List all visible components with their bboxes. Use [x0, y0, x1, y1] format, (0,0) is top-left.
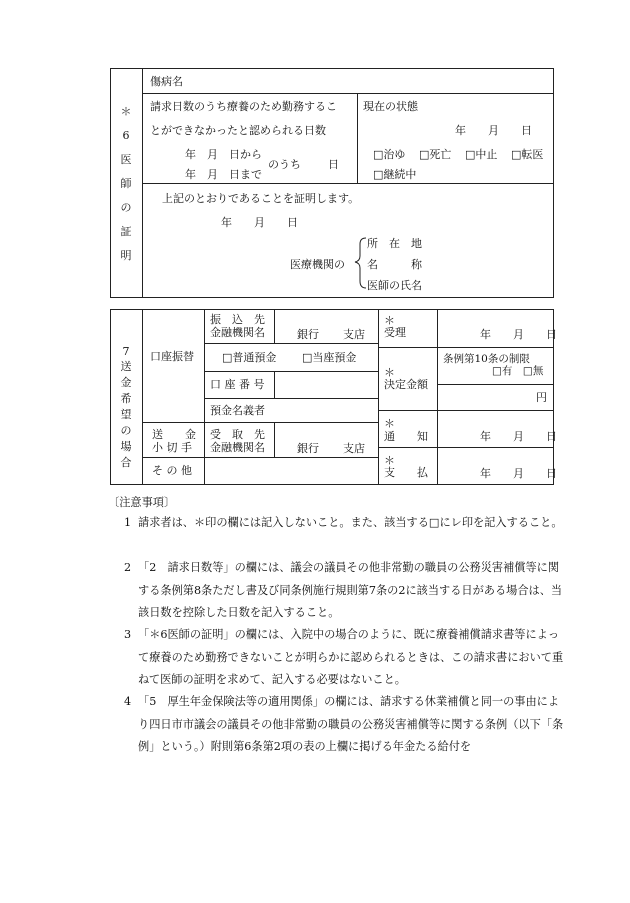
money-order-line1: 送 金 [152, 428, 196, 441]
note-text: 「2 請求日数等」の欄には、議会の議員その他非常勤の職員の公務災害補償等に関する条例第8条ただし書及び同条例施行規則第7条の2に該当する日がある場合は、当該日数を控除した日数を記入すること。 [138, 561, 563, 620]
bank-label-line2: 金融機関名 [210, 326, 265, 339]
injury-name-label: 傷病名 [150, 75, 183, 88]
doctor-name: 医師の氏名 [367, 279, 422, 292]
payee-bank-line2: 金融機関名 [210, 441, 265, 454]
decided-mark: ＊ [384, 366, 395, 379]
from-date: 年 月 日から [185, 148, 262, 161]
payee-bank-unit: 銀行 [297, 442, 319, 455]
note-number: 1 [124, 516, 132, 529]
payee-branch-unit: 支店 [343, 442, 365, 455]
received-label: 受理 [384, 326, 406, 339]
status-transferred[interactable]: □転医 [511, 148, 544, 161]
note-item-1 [120, 512, 565, 535]
institution-name: 名 称 [367, 258, 422, 271]
status-label: 現在の状態 [363, 100, 418, 113]
note-item-4 [120, 691, 565, 759]
received-date: 年 月 日 [480, 328, 557, 341]
certify-statement: 上記のとおりであることを証明します。 [162, 192, 360, 205]
note-item-2 [120, 557, 565, 625]
note-text: 「＊6医師の証明」の欄には、入院中の場合のように、既に療養補償請求書等によって療養のため勤務できないことが明らかに認められるときは、この請求書において重ねて医師の証明を求めて、記入する必要はないこと。 [138, 628, 564, 687]
institution-location: 所 在 地 [367, 237, 422, 250]
other-label: そ の 他 [152, 464, 192, 477]
status-date: 年 月 日 [455, 124, 532, 137]
status-discontinued[interactable]: □中止 [465, 148, 498, 161]
note-number: 2 [124, 561, 132, 574]
limit-label: 条例第10条の制限 [443, 353, 530, 365]
note-text: 「5 厚生年金保険法等の適用関係」の欄には、請求する休業補償と同一の事由により四日市市議会の議員その他非常勤の職員の公務災害補償等に関する条例（以下「条例」という。）附則第6条第2項の表の上欄に掲げる年金たる給付を [138, 695, 564, 754]
branch-unit: 支店 [343, 328, 365, 341]
deposit-ordinary[interactable]: □普通預金 [222, 351, 277, 364]
bank-label-line1: 振 込 先 [210, 313, 265, 326]
days-label-line1: 請求日数のうち療養のため勤務するこ [150, 100, 337, 113]
to-date: 年 月 日まで [185, 168, 262, 181]
notified-date: 年 月 日 [480, 430, 557, 443]
paid-label: 支 払 [384, 466, 428, 479]
paid-mark: ＊ [384, 454, 395, 467]
payee-bank-line1: 受 取 先 [210, 428, 265, 441]
doctor-section-label: ＊ 6 医 師 の 証 明 [120, 105, 132, 262]
note-text: 請求者は、＊印の欄には記入しないこと。また、該当する□にレ印を記入すること。 [138, 516, 563, 529]
institution-label: 医療機関の [290, 258, 345, 271]
yen-unit: 円 [536, 391, 547, 404]
days-label-line2: とができなかったと認められる日数 [150, 124, 326, 137]
decided-amount-label: 決定金額 [384, 378, 428, 391]
within-label: のうち [268, 158, 301, 171]
status-cured[interactable]: □治ゆ [373, 148, 406, 161]
limit-options[interactable]: □有 □無 [492, 365, 544, 377]
account-transfer-label: 口座振替 [150, 350, 194, 363]
remit-section-label: 7 送 金 希 望 の 場 合 [120, 345, 132, 469]
note-number: 3 [124, 628, 132, 641]
day-unit: 日 [328, 158, 339, 171]
paid-date: 年 月 日 [480, 467, 557, 480]
notified-mark: ＊ [384, 417, 395, 430]
money-order-line2: 小 切 手 [152, 441, 192, 454]
account-number-label: 口 座 番 号 [210, 378, 265, 391]
notified-label: 通 知 [384, 430, 428, 443]
note-item-3 [120, 624, 565, 692]
status-continuing[interactable]: □継続中 [373, 168, 417, 181]
certify-date: 年 月 日 [221, 216, 298, 229]
account-holder-label: 預金名義者 [210, 404, 265, 417]
deposit-current[interactable]: □当座預金 [302, 351, 357, 364]
notes-title: 〔注意事項〕 [108, 496, 176, 509]
note-number: 4 [124, 695, 132, 708]
bank-unit: 銀行 [297, 328, 319, 341]
status-deceased[interactable]: □死亡 [419, 148, 452, 161]
received-mark: ＊ [384, 314, 395, 327]
